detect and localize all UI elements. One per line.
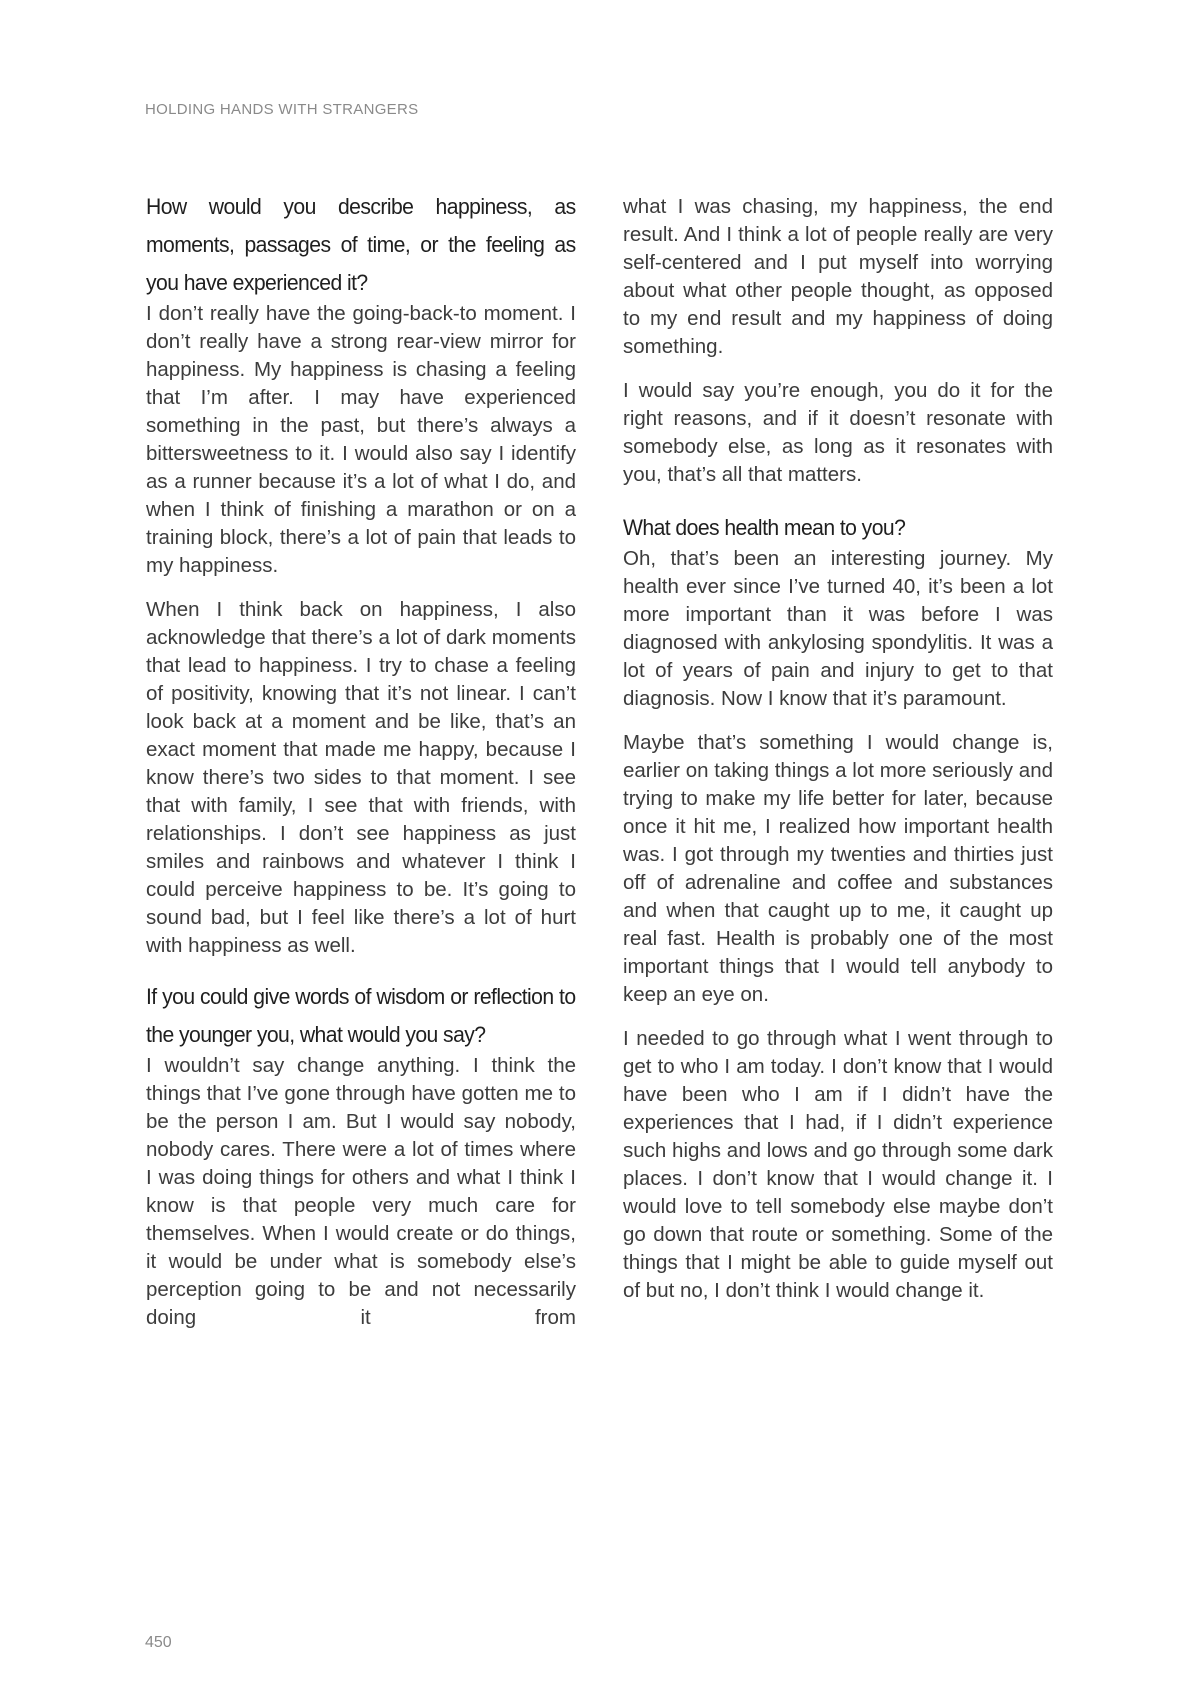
answer-paragraph: I wouldn’t say change anything. I think the things that I’ve gone through have gotten me to be the person I am. But I would say nobody, nobody cares. There were a lot of times where I was doing things for others and what I think I know is that people very much care for themselves. When I would create or do things, it would be under what is somebody else’s perception going to be and not necessarily doing it from — [146, 1054, 576, 1329]
running-header: HOLDING HANDS WITH STRANGERS — [145, 101, 419, 118]
answer-paragraph: I don’t really have the going-back-to moment. I don’t really have a strong rear-view mirror for happiness. My happiness is chasing a feeling that I’m after. I may have experienced something in the past, but there’s always a bittersweetness to it. I would also say I identify as a runner because it’s a lot of what I do, and when I think of finishing a marathon or on a training block, there’s a lot of pain that leads to my happiness. — [146, 302, 576, 577]
answer-paragraph: Maybe that’s something I would change is, earlier on taking things a lot more seriously and trying to make my life better for later, because once it hit me, I realized how important health was. I got through my twenties and thirties just off of adrenaline and coffee and substances and when that caught up to me, it caught up real fast. Health is probably one of the most important things that I would tell anybody to keep an eye on. — [623, 731, 1053, 1006]
answer-paragraph: Oh, that’s been an interesting journey. My health ever since I’ve turned 40, it’s been a lot more important than it was before I was diagnosed with ankylosing spondylitis. It was a lot of years of pain and injury to get to that diagnosis. Now I know that it’s paramount. — [623, 547, 1053, 710]
question-heading-health: What does health mean to you? — [623, 515, 906, 540]
page-number: 450 — [145, 1634, 172, 1651]
answer-paragraph: I would say you’re enough, you do it for the right reasons, and if it doesn’t resonate with somebody else, as long as it resonates with you, that’s all that matters. — [623, 379, 1053, 486]
answer-paragraph: When I think back on happiness, I also acknowledge that there’s a lot of dark moments that lead to happiness. I try to chase a feeling of positivity, knowing that it’s not linear. I can’t look back at a moment and be like, that’s an exact moment that made me happy, because I know there’s two sides to that moment. I see that with family, I see that with friends, with relationships. I don’t see happiness as just smiles and rainbows and whatever I think I could perceive happiness to be. It’s going to sound bad, but I feel like there’s a lot of hurt with happiness as well. — [146, 598, 576, 957]
right-column — [623, 193, 1053, 1321]
left-column — [146, 188, 576, 1348]
question-heading-happiness: How would you describe happiness, as moments, passages of time, or the feeling as you have experienced it? — [146, 194, 576, 295]
question-heading-wisdom: If you could give words of wisdom or reflection to the younger you, what would you say? — [146, 984, 576, 1047]
answer-paragraph: I needed to go through what I went through to get to who I am today. I don’t know that I would have been who I am if I didn’t have the experiences that I had, if I didn’t experience such highs and lows and go through some dark places. I don’t know that I would change it. I would love to tell somebody else maybe don’t go down that route or something. Some of the things that I might be able to guide myself out of but no, I don’t think I would change it. — [623, 1027, 1053, 1302]
answer-paragraph-continued: what I was chasing, my happiness, the end result. And I think a lot of people really are very self-centered and I put myself into worrying about what other people thought, as opposed to my end result and my happiness of doing something. — [623, 195, 1053, 358]
